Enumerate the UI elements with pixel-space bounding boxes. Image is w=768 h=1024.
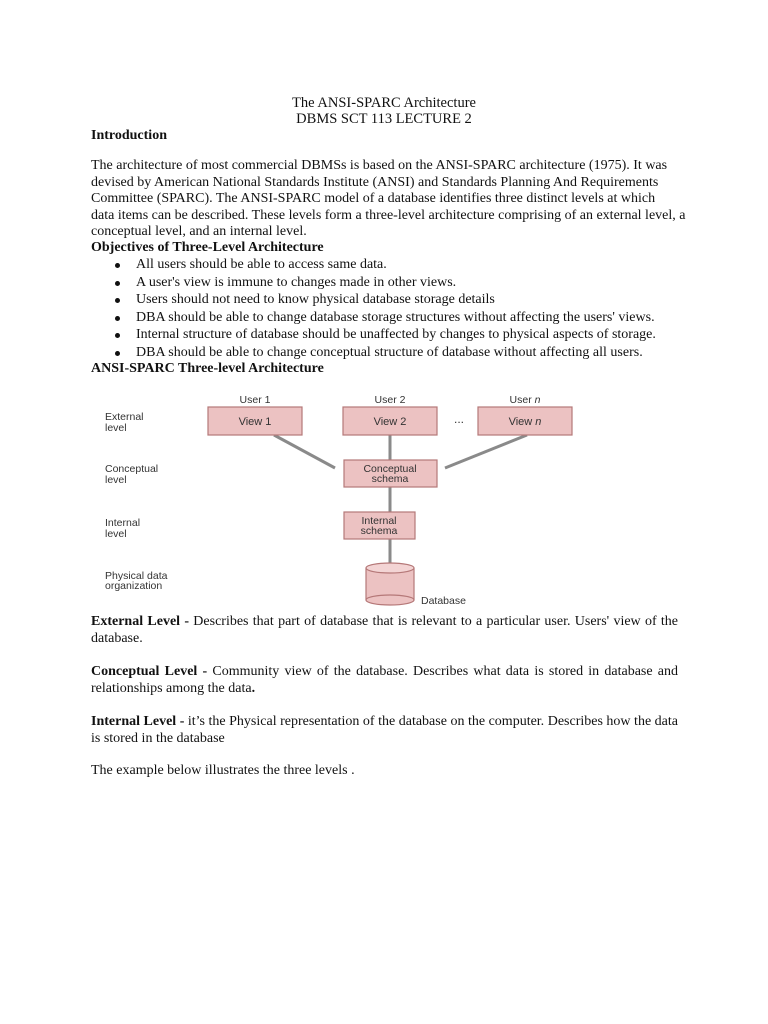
physical-level-label-line2: organization <box>105 580 163 592</box>
conceptual-level-label-line1: Conceptual <box>105 463 159 475</box>
closing-sentence: The example below illustrates the three levels . <box>91 763 355 778</box>
three-level-architecture-diagram <box>95 388 595 610</box>
bullet-icon <box>115 351 120 356</box>
database-cylinder <box>366 563 466 607</box>
intro-line-2: devised by American National Standards Institute (ANSI) and Standards Planning And Requirements <box>91 174 659 190</box>
conceptual-level-definition: Conceptual Level - Community view of the database. Describes what data is stored in database and relationships among the data. <box>91 664 679 696</box>
view-n-label: View n <box>508 416 542 428</box>
objectives-heading: Objectives of Three-Level Architecture <box>91 240 324 255</box>
database-icon <box>366 563 414 573</box>
conceptual-level-term: Conceptual Level - <box>91 664 213 679</box>
internal-level-label-line1: Internal <box>105 517 141 529</box>
internal-schema-label-line2: schema <box>360 525 398 537</box>
user-2-label: User 2 <box>374 394 406 406</box>
view-boxes <box>208 407 572 435</box>
bullet-icon <box>115 263 120 268</box>
external-level-term: External Level - <box>91 614 194 629</box>
bullet-icon <box>115 281 120 286</box>
conceptual-level-label-line2: level <box>105 474 127 486</box>
conceptual-schema-label-line1: Conceptual <box>363 463 417 475</box>
database-label: Database <box>421 595 466 607</box>
introduction-paragraph <box>91 158 711 241</box>
document-title: The ANSI-SPARC Architecture <box>292 95 476 111</box>
intro-line-1: The architecture of most commercial DBMSs is based on the ANSI-SPARC architecture (1975). It was <box>91 158 668 173</box>
list-item: Users should not need to know physical database storage details <box>91 291 711 309</box>
views-ellipsis: ... <box>453 412 465 426</box>
bullet-icon <box>115 316 120 321</box>
connector-view1 <box>274 435 335 468</box>
user-labels <box>240 394 541 406</box>
bullet-icon <box>115 333 120 338</box>
list-item: A user's view is immune to changes made in other views. <box>91 274 711 292</box>
view-1-label: View 1 <box>238 416 272 428</box>
intro-line-3: Committee (SPARC). The ANSI-SPARC model of a database identifies three distinct levels at which <box>91 191 656 206</box>
bullet-icon <box>115 298 120 303</box>
internal-schema <box>344 512 415 539</box>
user-1-label: User 1 <box>239 394 271 406</box>
view-2-label: View 2 <box>373 416 407 428</box>
list-item: DBA should be able to change database storage structures without affecting the users' views. <box>91 309 711 327</box>
internal-level-label-line2: level <box>105 528 127 540</box>
internal-schema-label-line1: Internal <box>361 515 397 527</box>
objectives-list <box>91 256 711 361</box>
architecture-heading: ANSI-SPARC Three-level Architecture <box>91 361 324 376</box>
user-n-label: User n <box>509 394 541 406</box>
connector-viewn <box>445 435 527 468</box>
list-item: Internal structure of database should be unaffected by changes to physical aspects of storage. <box>91 326 711 344</box>
conceptual-schema <box>344 460 437 487</box>
introduction-heading: Introduction <box>91 128 167 143</box>
list-item: All users should be able to access same data. <box>91 256 711 274</box>
conceptual-schema-label-line2: schema <box>371 473 409 485</box>
intro-line-4: data items can be described. These levels form a three-level architecture comprising of an external level, a <box>91 207 686 223</box>
external-level-label-line1: External <box>105 411 144 423</box>
document-subtitle: DBMS SCT 113 LECTURE 2 <box>296 111 472 127</box>
internal-level-term: Internal Level - <box>91 714 188 729</box>
internal-level-definition: Internal Level - it’s the Physical representation of the database on the computer. Describes how the data is stored in the database <box>91 714 678 746</box>
physical-level-label-line1: Physical data <box>105 570 168 582</box>
connectors <box>274 435 527 566</box>
level-labels <box>105 411 168 592</box>
list-item: DBA should be able to change conceptual structure of database without affecting all users. <box>91 344 711 362</box>
external-level-definition: External Level - Describes that part of database that is relevant to a particular user. Users' view of the database. <box>91 614 679 646</box>
external-level-label-line2: level <box>105 422 127 434</box>
intro-line-5: conceptual level, and an internal level. <box>91 224 307 239</box>
